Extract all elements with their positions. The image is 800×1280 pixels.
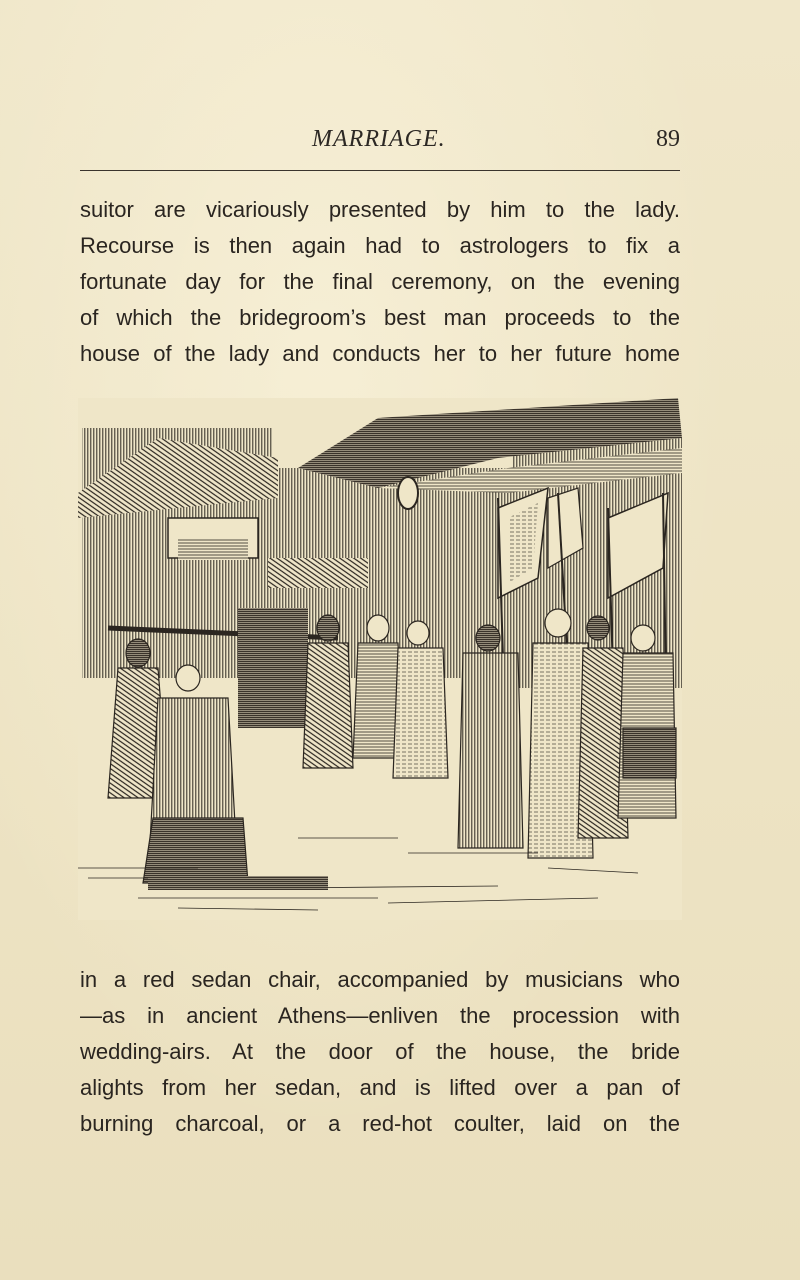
header-rule — [80, 170, 680, 171]
text-line: of which the bridegroom’s best man proceeds to the — [80, 305, 680, 330]
text-line: Recourse is then again had to astrologers to fix a — [80, 233, 680, 258]
text-line: in a red sedan chair, accompanied by musicians who — [80, 967, 680, 992]
text-line: burning charcoal, or a red-hot coulter, laid on the — [80, 1111, 680, 1136]
text-line: fortunate day for the final ceremony, on the evening — [80, 269, 680, 294]
page-header — [80, 122, 680, 162]
running-title: MARRIAGE. — [312, 126, 446, 152]
paragraph-bottom — [80, 962, 680, 1142]
engraving-wedding-procession — [78, 398, 682, 920]
text-line: alights from her sedan, and is lifted over a pan of — [80, 1075, 680, 1100]
engraving-drawing — [78, 398, 682, 920]
text-line: house of the lady and conducts her to her future home — [80, 341, 680, 366]
text-line: wedding-airs. At the door of the house, the bride — [80, 1039, 680, 1064]
text-line: suitor are vicariously presented by him to the lady. — [80, 197, 680, 222]
page-number: 89 — [656, 126, 680, 152]
paragraph-top — [80, 192, 680, 372]
text-line: —as in ancient Athens—enliven the procession with — [80, 1003, 680, 1028]
